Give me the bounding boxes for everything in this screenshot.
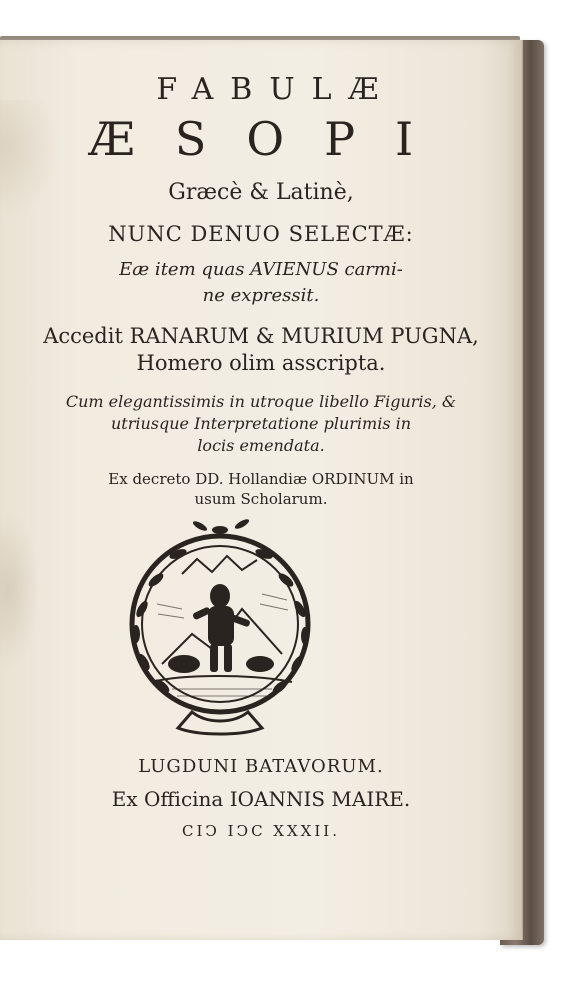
subtitle-line: NUNC DENUO SELECTÆ: [108, 222, 414, 246]
decree-line: Ex decreto DD. Hollandiæ ORDINUM in [108, 470, 414, 488]
description-line: Eæ item quas AVIENUS carmi- [119, 259, 403, 280]
woodcut-emblem-icon [122, 514, 318, 740]
description-line: Homero olim asscripta. [136, 351, 386, 375]
page-stain [0, 510, 40, 670]
title-line-aesopi: ÆSOPI [88, 112, 454, 166]
imprint-date: CIↃ IↃC XXXII. [182, 822, 340, 840]
imprint-place: LUGDUNI BATAVORUM. [138, 756, 384, 777]
description-line: locis emendata. [197, 436, 325, 455]
decree-line: usum Scholarum. [194, 490, 328, 508]
description-line: utriusque Interpretatione plurimis in [110, 414, 412, 433]
imprint-printer: Ex Officina IOANNIS MAIRE. [111, 787, 411, 811]
title-line-fabulae: FABULÆ [156, 72, 396, 107]
description-line: Accedit RANARUM & MURIUM PUGNA, [43, 324, 479, 348]
description-line: ne expressit. [202, 285, 320, 306]
description-line: Cum elegantissimis in utroque libello Figuris, & [65, 392, 457, 411]
subtitle-line: Græcè & Latinè, [168, 180, 354, 205]
